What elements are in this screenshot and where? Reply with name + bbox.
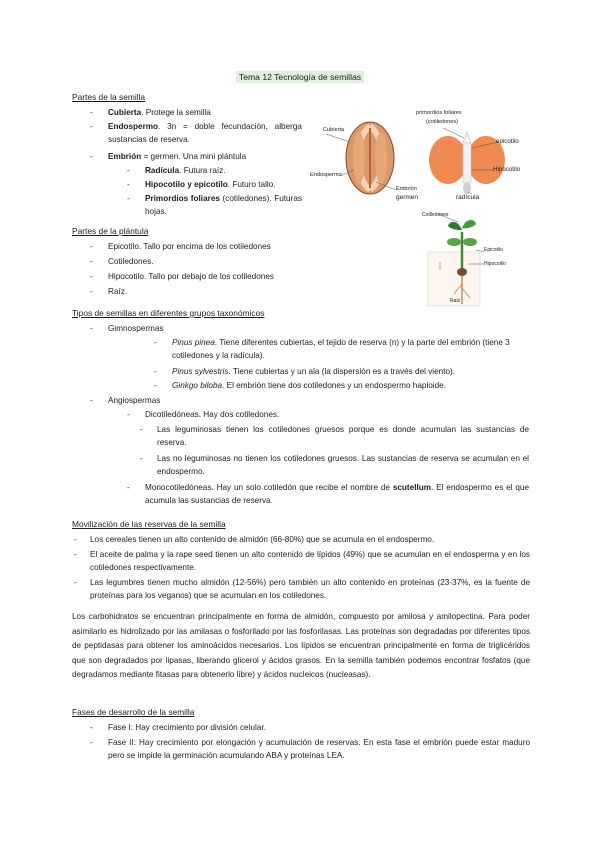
item-cereales: Los cereales tienen un alto contenido de almidón (66-80%) que se acumula en el endospermo. (90, 535, 435, 544)
item-ginkgo: Ginkgo biloba. El embrión tiene dos cotiledones y un endospermo haploide. (172, 381, 447, 390)
heading-fases: Fases de desarrollo de la semilla (72, 707, 195, 717)
label-germen: germen (396, 194, 419, 201)
seedling-diagram (418, 212, 504, 308)
item-plantula-hipocotilo: Hipocotilo. Tallo por debajo de los cotiledones (108, 272, 274, 281)
label-cotiledones: (cotiledones) (426, 119, 459, 125)
item-no-leguminosas: Las no leguminosas no tienen los cotiledones gruesos. Las sustancias de reserva se acumulan en el endospermo. (157, 454, 529, 476)
label-cotiledones-plantula: Cotiledones (422, 212, 449, 218)
item-monocotiledoneas: Monocotiledóneas. Hay un solo cotiledón que recibe el nombre de scutellum. El endospermo es el que acumula las sustancias de reserva. (145, 483, 530, 505)
item-aceite-palma: El aceite de palma y la rape seed tienen un alto contenido de lípidos (49%) que se acumulan en el endosperma y en los cotiledones respectivamente. (90, 550, 530, 572)
item-plantula-epicotilo: Epicotilo. Tallo por encima de los cotiledones (108, 242, 271, 251)
item-plantula-cotiledones: Cotiledones. (108, 257, 154, 266)
item-hipocotilo: Hipocotilo y epicotilo. Futuro tallo. (145, 180, 276, 189)
item-gimnospermas: Gimnospermas (108, 324, 164, 333)
label-epicotilo: epicotilo (496, 138, 519, 145)
seed-diagram (310, 108, 522, 210)
label-endospermo: Endospermo (310, 172, 342, 178)
label-cubierta: Cubierta (323, 127, 345, 133)
item-legumbres: Las legumbres tienen mucho almidón (12-56%) pero también un alto contenido en proteínas (23-37%, es la fuente de proteínas para los veganos) que se acumulan en los cotiledones. (90, 578, 530, 600)
item-fase-1: Fase I: Hay crecimiento por división celular. (108, 723, 266, 732)
label-primordios: primordios foliares (416, 110, 462, 116)
heading-movilizacion: Movilización de las reservas de la semilla (72, 519, 226, 529)
item-leguminosas: Las leguminosas tienen los cotiledones gruesos porque es donde acumulan las sustancias de reserva. (157, 425, 529, 447)
item-angiospermas: Angiospermas (108, 396, 161, 405)
item-dicotiledoneas: Dicotiledóneas. Hay dos cotiledones. (145, 410, 280, 419)
label-embrion: Embrión (396, 186, 417, 192)
heading-partes-semilla: Partes de la semilla (72, 92, 146, 102)
item-primordios: Primordios foliares (cotiledones). Futuras hojas. (145, 194, 302, 216)
paragraph-carbohidratos: Los carbohidratos se encuentran principalmente en forma de almidón, compuesto por amilosa y amilopectina. Para poder asimilarlo es hidrolizado por las amilasas o fosforilado por las fosforilasas. Las proteínas son degradadas por diferentes tipos de peptidasas para obtener los aminoácidos necesarios. Los lípidos se encuentran principalmente en forma de triglicéridos que son degradados por lipasas, liberando glicerol y ácidos grasos. En la semilla también podemos encontrar fosfatos (que degradamos mediante fitasas para obtenerlo libre) y ácidos nucleicos (nucleasas). (72, 612, 530, 679)
heading-partes-plantula: Partes de la plántula (72, 226, 149, 236)
label-raiz-plantula: Raíz (450, 298, 461, 304)
heading-tipos: Tipos de semillas en diferentes grupos taxonómicos (72, 308, 265, 318)
item-pinus-sylvestris: Pinus sylvestris. Tiene cubiertas y un ala (la dispersión es a través del viento). (172, 367, 456, 376)
item-pinus-pinea: Pinus pinea. Tiene diferentes cubiertas, el tejido de reserva (n) y la parte del embrión (tiene 3 cotiledones y la radícula). (172, 338, 510, 360)
item-cubierta: Cubierta. Protege la semilla (108, 108, 211, 117)
item-radicula: Radícula. Futura raíz. (145, 166, 226, 175)
item-embrion: Embrión = germen. Una mini plántula (108, 152, 247, 161)
label-radicula: radícula (456, 194, 480, 201)
item-fase-2: Fase II: Hay crecimiento por elongación y acumulación de reservas. En esta fase el embrión puede estar maduro pero se impide la germinación acumulando ABA y proteínas LEA. (108, 738, 530, 760)
item-endospermo: Endospermo. 3n = doble fecundación, alberga sustancias de reserva. (108, 122, 302, 144)
label-hipocotilo-plantula: Hipocotilo (484, 261, 506, 267)
label-epicotilo-plantula: Epicotilo (484, 247, 503, 253)
label-hipocotilo: Hipocotilo (493, 166, 521, 173)
item-plantula-raiz: Raíz. (108, 287, 128, 296)
page-title: Tema 12 Tecnología de semillas (0, 72, 600, 82)
seedling-illustration (418, 212, 504, 308)
